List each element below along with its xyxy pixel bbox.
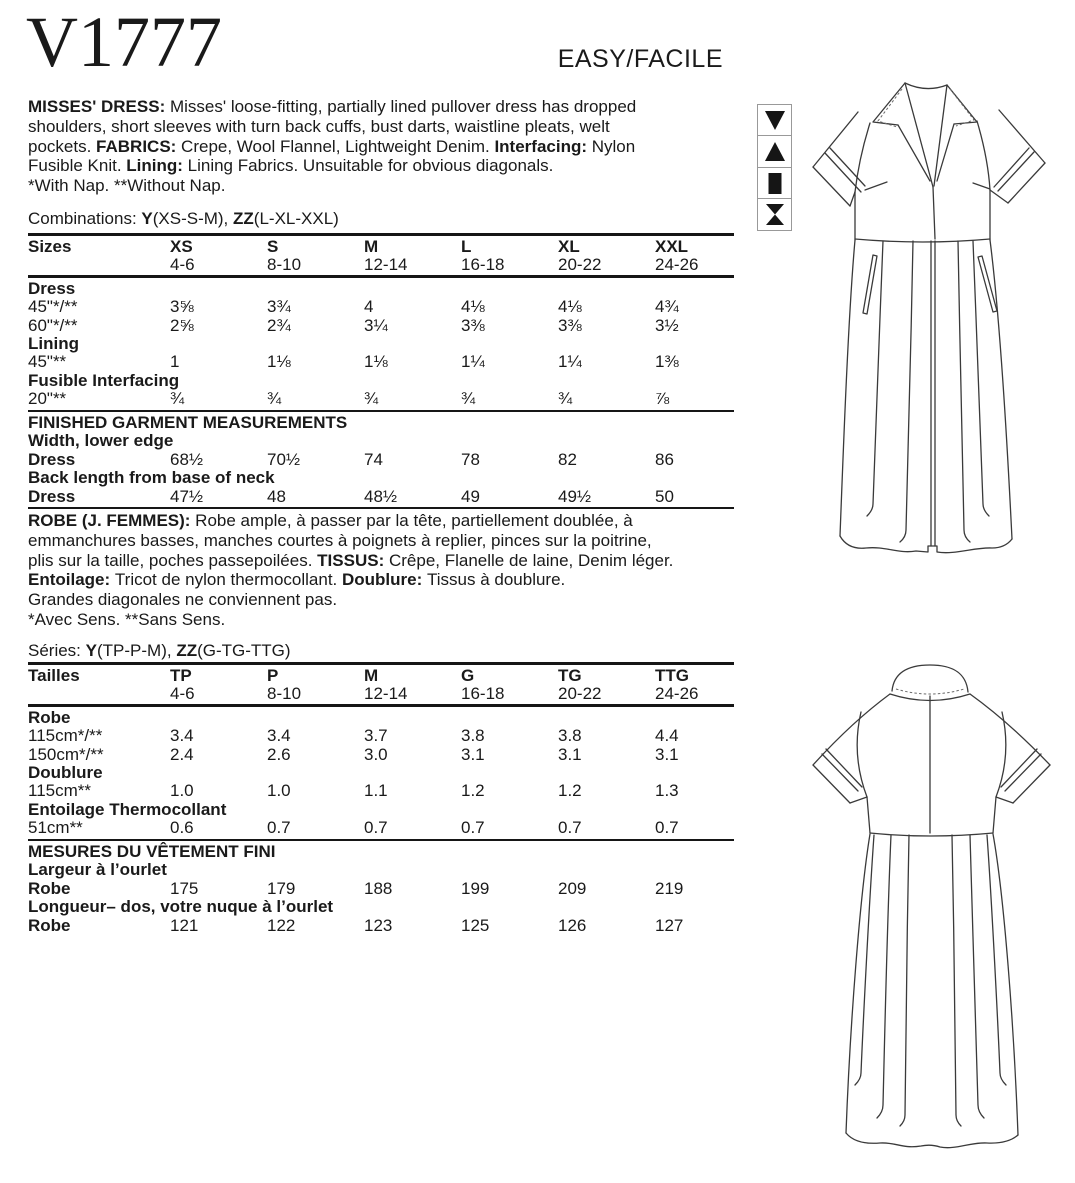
difficulty-label: EASY/FACILE <box>557 45 723 73</box>
value-cell: 70½ <box>267 449 301 469</box>
value-cell: 20-22 <box>558 254 602 274</box>
value-cell: 8-10 <box>267 683 302 703</box>
row-label: Robe <box>28 707 71 727</box>
table-row <box>28 709 734 727</box>
value-cell: 199 <box>461 878 490 898</box>
nap-rectangle-icon <box>757 167 792 200</box>
row-label: 150cm*/** <box>28 744 104 764</box>
value-cell: 219 <box>655 878 684 898</box>
value-cell: 3.1 <box>558 744 582 764</box>
value-cell: 86 <box>655 449 674 469</box>
value-cell: ¾ <box>364 389 379 409</box>
row-label: Fusible Interfacing <box>28 370 180 390</box>
table-row <box>28 917 734 935</box>
value-cell: 126 <box>558 915 587 935</box>
value-cell: 1.1 <box>364 781 388 801</box>
bold-text: Y <box>85 641 97 660</box>
value-cell: ⅞ <box>655 389 670 409</box>
table-row <box>28 880 734 898</box>
value-cell: 49½ <box>558 486 592 506</box>
value-cell: 48 <box>267 486 286 506</box>
text: Misses' loose-fitting, partially lined pullover dress has dropped <box>169 97 637 116</box>
value-cell: M <box>364 236 379 256</box>
row-label: 51cm** <box>28 818 83 838</box>
value-cell: 1.2 <box>461 781 485 801</box>
value-cell: 175 <box>170 878 199 898</box>
table-row <box>28 782 734 800</box>
text: Nylon <box>591 136 636 156</box>
bold-text: Entoilage: <box>28 570 115 590</box>
text-line <box>28 551 734 571</box>
yardage-table-english <box>28 232 734 511</box>
value-cell: 8-10 <box>267 254 302 274</box>
bold-text: Y <box>141 209 153 228</box>
text: emmanchures basses, manches courtes à poignets à replier, pinces sur la poitrine, <box>28 530 652 550</box>
value-cell: 12-14 <box>364 254 408 274</box>
row-label: Entoilage Thermocollant <box>28 799 227 819</box>
table-row <box>28 298 734 316</box>
value-cell: XS <box>170 236 193 256</box>
nap-triangle-up-icon <box>757 135 792 168</box>
value-cell: 3.7 <box>364 726 388 746</box>
value-cell: 1⅛ <box>267 352 291 372</box>
value-cell: 127 <box>655 915 684 935</box>
value-cell: 24-26 <box>655 683 699 703</box>
row-label: Dress <box>28 449 76 469</box>
bold-text: Lining: <box>126 156 188 176</box>
text: Tissus à doublure. <box>427 570 566 590</box>
text-line <box>28 156 734 176</box>
row-label: 20"** <box>28 389 67 409</box>
value-cell: L <box>461 236 472 256</box>
value-cell: 3⅜ <box>461 315 485 335</box>
divider-rule <box>28 275 734 278</box>
text-line <box>28 97 734 117</box>
value-cell: 0.7 <box>655 818 679 838</box>
value-cell: 2¾ <box>267 315 291 335</box>
text-line <box>28 137 734 157</box>
value-cell: TTG <box>655 665 689 685</box>
value-cell: 4¾ <box>655 297 679 317</box>
row-label: Robe <box>28 915 71 935</box>
nap-symbol-strip <box>757 104 792 231</box>
value-cell: 4 <box>364 297 374 317</box>
nap-triangle-down-icon <box>757 104 792 137</box>
text-line <box>28 570 734 590</box>
dress-front-illustration <box>791 78 1075 578</box>
value-cell: 209 <box>558 878 587 898</box>
text: (L-XL-XXL) <box>253 209 339 228</box>
value-cell: 3⅜ <box>558 315 582 335</box>
value-cell: 4⅛ <box>558 297 582 317</box>
value-cell: 3.4 <box>170 726 194 746</box>
table-row <box>28 469 734 487</box>
value-cell: XL <box>558 236 580 256</box>
divider-rule <box>28 410 734 413</box>
text-line <box>28 590 734 610</box>
combinations-line <box>28 209 734 229</box>
value-cell: 3.8 <box>461 726 485 746</box>
description-french <box>28 511 734 630</box>
value-cell: ¾ <box>267 389 282 409</box>
text: (XS-S-M), <box>152 209 234 228</box>
row-label: Doublure <box>28 762 103 782</box>
value-cell: 1 <box>170 352 180 372</box>
row-label: 115cm** <box>28 781 91 801</box>
value-cell: 0.7 <box>364 818 388 838</box>
bold-text: MISSES' DRESS: <box>28 97 170 116</box>
value-cell: 3.4 <box>267 726 291 746</box>
value-cell: 74 <box>364 449 383 469</box>
value-cell: 1⅛ <box>364 352 388 372</box>
value-cell: 1¼ <box>558 352 582 372</box>
row-label <box>28 256 170 274</box>
bold-text: TISSUS: <box>317 550 389 570</box>
value-cell: G <box>461 665 475 685</box>
value-cell: 3.8 <box>558 726 582 746</box>
bold-text: ROBE (J. FEMMES): <box>28 511 196 530</box>
value-cell: 68½ <box>170 449 204 469</box>
text: shoulders, short sleeves with turn back cuffs, bust darts, waistline pleats, welt <box>28 116 610 136</box>
value-cell: 4⅛ <box>461 297 485 317</box>
row-label: 115cm*/** <box>28 726 103 746</box>
divider-rule <box>28 704 734 707</box>
value-cell: TP <box>170 665 192 685</box>
row-label: Dress <box>28 486 76 506</box>
value-cell: 1.0 <box>267 781 291 801</box>
table-row <box>28 414 734 432</box>
table-row <box>28 843 734 861</box>
text-line <box>28 511 734 531</box>
value-cell: 3.0 <box>364 744 388 764</box>
value-cell: 123 <box>364 915 393 935</box>
value-cell: 1⅜ <box>655 352 679 372</box>
table-row <box>28 390 734 408</box>
divider-rule <box>28 233 734 236</box>
table-row <box>28 861 734 879</box>
text: Fusible Knit. <box>28 156 127 176</box>
row-label: 60"*/** <box>28 315 78 335</box>
value-cell: 179 <box>267 878 296 898</box>
value-cell: 1¼ <box>461 352 485 372</box>
text-line <box>28 117 734 137</box>
table-row <box>28 335 734 353</box>
description-english <box>28 97 734 196</box>
value-cell: 1.2 <box>558 781 582 801</box>
table-row <box>28 488 734 506</box>
table-row <box>28 727 734 745</box>
row-label: Width, lower edge <box>28 431 174 451</box>
value-cell: 49 <box>461 486 480 506</box>
table-row <box>28 764 734 782</box>
value-cell: XXL <box>655 236 689 256</box>
table-row <box>28 451 734 469</box>
table-row <box>28 667 734 685</box>
table-row <box>28 685 734 703</box>
value-cell: 125 <box>461 915 490 935</box>
value-cell: 0.7 <box>558 818 582 838</box>
value-cell: 0.7 <box>461 818 485 838</box>
value-cell: ¾ <box>461 389 476 409</box>
yardage-table-french <box>28 661 734 935</box>
row-label: 45"** <box>28 352 67 372</box>
text: Crepe, Wool Flannel, Lightweight Denim. <box>181 136 495 156</box>
value-cell: 48½ <box>364 486 398 506</box>
table-row <box>28 746 734 764</box>
table-row <box>28 432 734 450</box>
text: Combinations: <box>28 209 142 228</box>
table-row <box>28 819 734 837</box>
value-cell: 78 <box>461 449 480 469</box>
text: Crêpe, Flanelle de laine, Denim léger. <box>388 550 674 570</box>
text: Lining Fabrics. Unsuitable for obvious diagonals. <box>187 156 554 176</box>
bold-text: ZZ <box>233 209 254 228</box>
value-cell: ¾ <box>558 389 573 409</box>
table-row <box>28 317 734 335</box>
pattern-number: V1777 <box>26 2 222 82</box>
divider-rule <box>28 507 734 510</box>
value-cell: 16-18 <box>461 683 505 703</box>
row-label: Largeur à l’ourlet <box>28 860 167 880</box>
bold-text: Interfacing: <box>494 136 592 156</box>
value-cell: M <box>364 665 379 685</box>
value-cell: 2⅝ <box>170 315 194 335</box>
table-row <box>28 801 734 819</box>
text-line <box>28 176 734 196</box>
value-cell: 0.6 <box>170 818 194 838</box>
row-label: Back length from base of neck <box>28 468 275 488</box>
value-cell: 2.4 <box>170 744 194 764</box>
text: plis sur la taille, poches passepoilées. <box>28 550 318 570</box>
value-cell: 12-14 <box>364 683 408 703</box>
row-label: MESURES DU VÊTEMENT FINI <box>28 842 276 862</box>
value-cell: 3.1 <box>461 744 485 764</box>
text: Tricot de nylon thermocollant. <box>114 570 342 590</box>
row-label: Lining <box>28 333 79 353</box>
value-cell: 188 <box>364 878 393 898</box>
value-cell: 4-6 <box>170 683 195 703</box>
value-cell: 3¾ <box>267 297 291 317</box>
series-line <box>28 641 734 661</box>
value-cell: P <box>267 665 279 685</box>
bold-text: ZZ <box>176 641 198 660</box>
text: pockets. <box>28 136 97 156</box>
text-line <box>28 531 734 551</box>
value-cell: 3.1 <box>655 744 679 764</box>
value-cell: 4-6 <box>170 254 195 274</box>
table-row <box>28 256 734 274</box>
value-cell: 3¼ <box>364 315 388 335</box>
value-cell: 1.0 <box>170 781 194 801</box>
value-cell: 3⅝ <box>170 297 194 317</box>
table-row <box>28 280 734 298</box>
value-cell: 121 <box>170 915 199 935</box>
text: (G-TG-TTG) <box>197 641 291 660</box>
text: Grandes diagonales ne conviennent pas. <box>28 590 338 610</box>
value-cell: 50 <box>655 486 674 506</box>
text: *With Nap. **Without Nap. <box>28 176 226 196</box>
text-line <box>28 610 734 630</box>
value-cell: 2.6 <box>267 744 291 764</box>
value-cell: 1.3 <box>655 781 679 801</box>
table-row <box>28 372 734 390</box>
value-cell: 3½ <box>655 315 679 335</box>
table-row <box>28 238 734 256</box>
text: Robe ample, à passer par la tête, partiellement doublée, à <box>195 511 633 530</box>
text: Séries: <box>28 641 86 660</box>
nap-hourglass-icon <box>757 198 792 231</box>
row-label: FINISHED GARMENT MEASUREMENTS <box>28 413 348 433</box>
row-label: Sizes <box>28 236 72 256</box>
value-cell: 20-22 <box>558 683 602 703</box>
value-cell: ¾ <box>170 389 185 409</box>
value-cell: 82 <box>558 449 577 469</box>
row-label <box>28 685 170 703</box>
text: *Avec Sens. **Sans Sens. <box>28 609 226 629</box>
value-cell: 4.4 <box>655 726 679 746</box>
value-cell: 24-26 <box>655 254 699 274</box>
dress-back-illustration <box>788 655 1075 1183</box>
value-cell: 47½ <box>170 486 204 506</box>
value-cell: 0.7 <box>267 818 291 838</box>
row-label: Dress <box>28 278 76 298</box>
row-label: Tailles <box>28 665 80 685</box>
table-row <box>28 898 734 916</box>
divider-rule <box>28 662 734 665</box>
table-row <box>28 353 734 371</box>
bold-text: FABRICS: <box>96 136 182 156</box>
value-cell: S <box>267 236 279 256</box>
divider-rule <box>28 839 734 842</box>
value-cell: TG <box>558 665 582 685</box>
text: (TP-P-M), <box>96 641 177 660</box>
row-label: 45"*/** <box>28 297 78 317</box>
row-label: Robe <box>28 878 71 898</box>
row-label: Longueur– dos, votre nuque à l’ourlet <box>28 897 334 917</box>
bold-text: Doublure: <box>342 570 427 590</box>
value-cell: 122 <box>267 915 296 935</box>
value-cell: 16-18 <box>461 254 505 274</box>
